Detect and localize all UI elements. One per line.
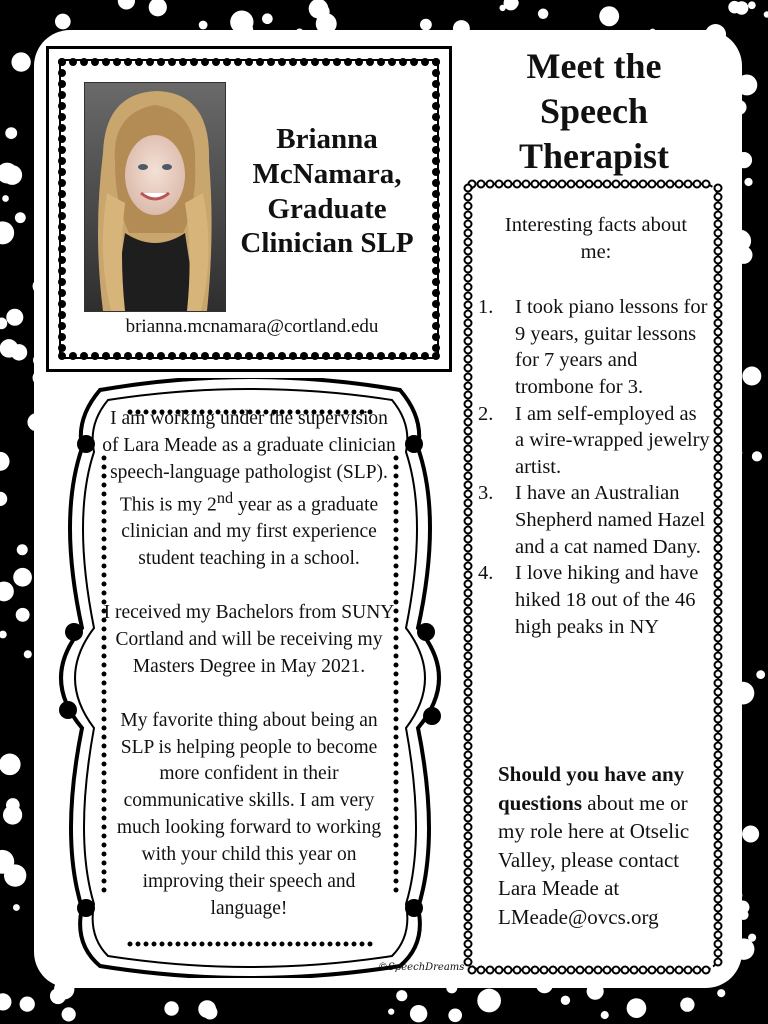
list-item bbox=[478, 294, 710, 401]
title-line: Therapist bbox=[518, 136, 669, 176]
facts-list bbox=[478, 294, 710, 640]
page-title bbox=[478, 44, 710, 179]
bio-paragraph-3: My favorite thing about being an SLP is helping people to become more confident in their communicative skills. I am very much looking forward to working with your child this year on improving their speech and language! bbox=[116, 709, 382, 919]
name-line: Graduate bbox=[267, 192, 387, 225]
list-text: I am self-employed as a wire-wrapped jewelry artist. bbox=[515, 402, 710, 478]
list-item bbox=[478, 480, 710, 560]
list-text: I love hiking and have hiked 18 out of the 46 high peaks in NY bbox=[515, 562, 699, 638]
title-line: Speech bbox=[540, 91, 648, 131]
list-number: 2. bbox=[478, 402, 494, 425]
title-line: Meet the bbox=[526, 46, 662, 86]
list-number: 4. bbox=[478, 562, 494, 585]
bio-p1-end: year as a graduate clinician and my first experience student teaching in a school. bbox=[121, 494, 379, 570]
bio-text bbox=[102, 406, 396, 950]
list-text: I have an Australian Shepherd named Hazel and a cat named Dany. bbox=[515, 482, 706, 558]
bio-p1-sup: nd bbox=[216, 488, 234, 507]
portrait-photo bbox=[84, 82, 226, 312]
list-text: I took piano lessons for 9 years, guitar lessons for 7 years and trombone for 3. bbox=[515, 296, 708, 398]
portrait-illustration bbox=[85, 83, 225, 311]
name-line: McNamara, bbox=[252, 157, 402, 190]
clinician-email[interactable]: brianna.mcnamara@cortland.edu bbox=[125, 316, 379, 337]
clinician-name bbox=[226, 122, 428, 261]
list-number: 1. bbox=[478, 296, 494, 318]
name-line: Brianna bbox=[276, 123, 378, 155]
contact-rest: about me or my role here at Otselic Valley, please contact Lara Meade at LMeade@ovcs.org bbox=[498, 790, 690, 929]
bio-paragraph-1 bbox=[102, 406, 396, 573]
contact-bold: Should you have any questions bbox=[498, 762, 685, 815]
credit-mark: ©SpeechDreams bbox=[378, 962, 465, 973]
list-item bbox=[478, 560, 710, 640]
name-line: Clinician SLP bbox=[240, 227, 414, 260]
bio-paragraph-2: I received my Bachelors from SUNY Cortland and will be receiving my Masters Degree in May 2021. bbox=[103, 601, 395, 677]
list-item bbox=[478, 401, 710, 481]
list-number: 3. bbox=[478, 482, 494, 505]
facts-heading: Interesting facts about me: bbox=[504, 214, 688, 263]
bio-p1-start: I am working under the supervision of Lara Meade as a graduate clinician speech-language pathologist (SLP). This is my 2 bbox=[102, 408, 396, 516]
contact-note bbox=[498, 760, 714, 931]
